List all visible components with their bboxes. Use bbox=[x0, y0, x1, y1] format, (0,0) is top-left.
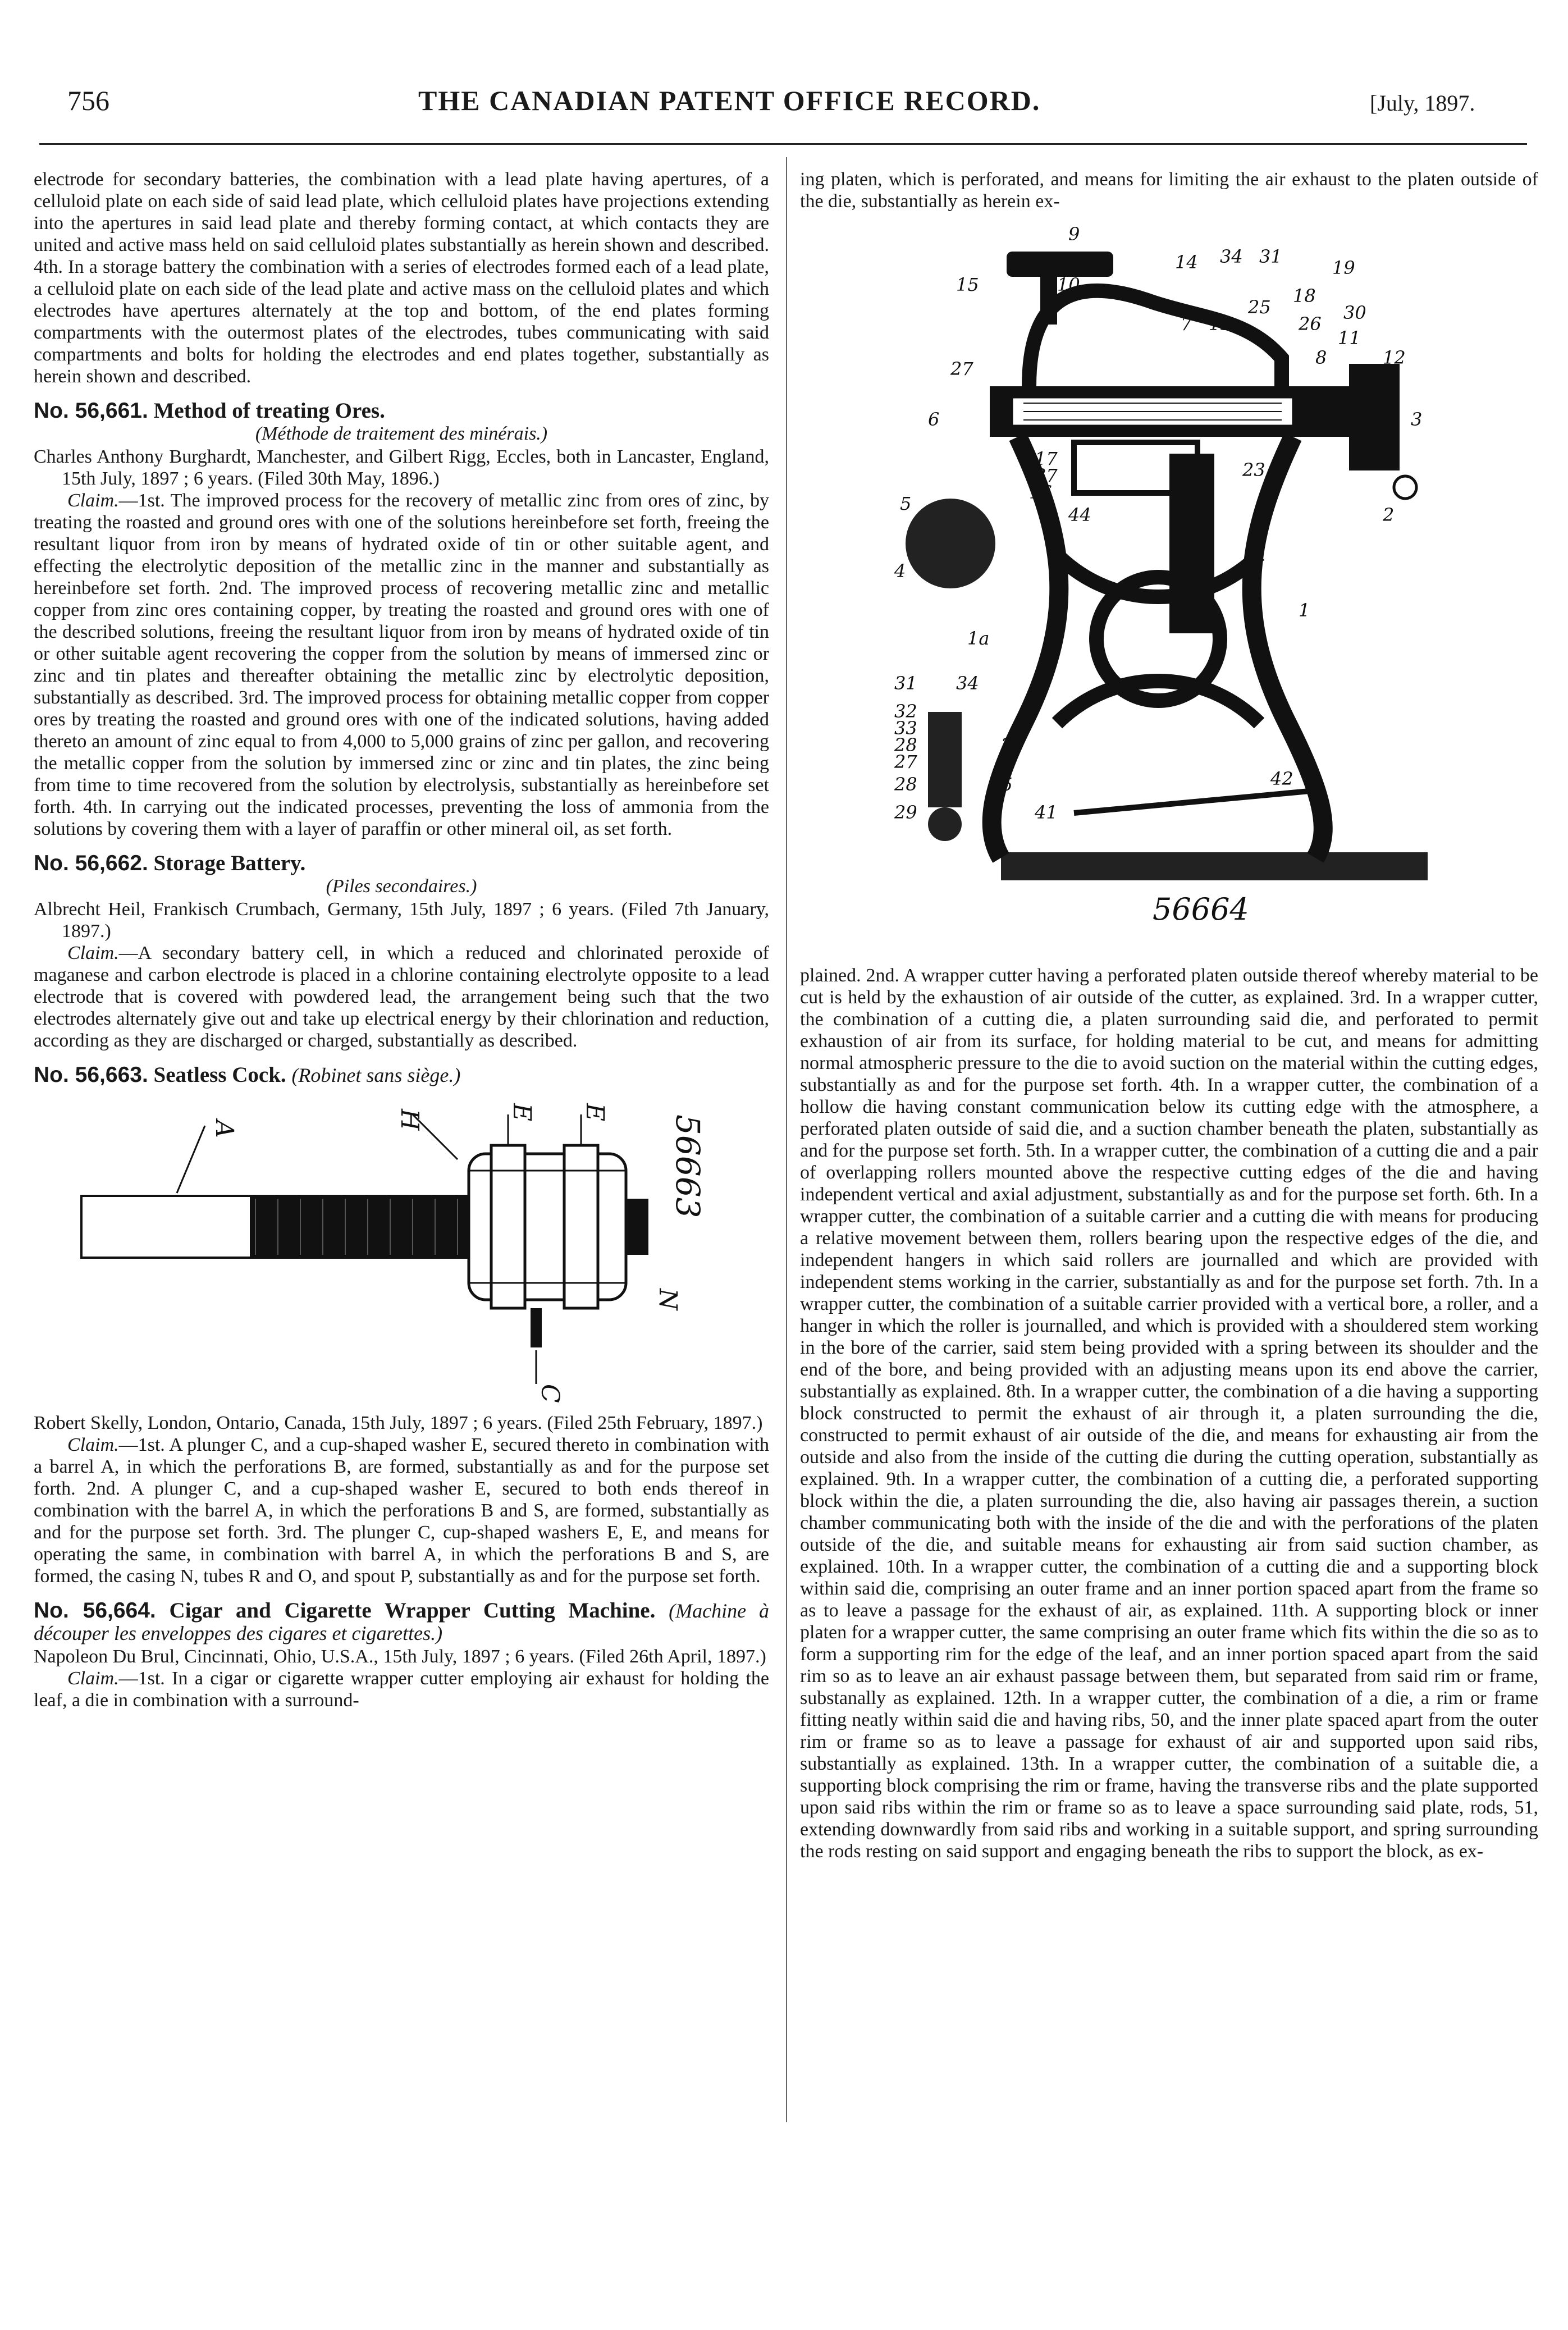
svg-text:9: 9 bbox=[1068, 223, 1080, 245]
claim-text bbox=[34, 1667, 769, 1711]
figure-label-n: N bbox=[653, 1289, 682, 1310]
svg-text:5: 5 bbox=[899, 493, 911, 514]
spout-cap bbox=[626, 1199, 648, 1255]
barrel-threaded-part bbox=[250, 1196, 474, 1258]
svg-text:42: 42 bbox=[1270, 768, 1293, 789]
svg-text:37: 37 bbox=[1034, 465, 1058, 486]
svg-text:19: 19 bbox=[1332, 257, 1355, 278]
applicant-info: Albrecht Heil, Frankisch Crumbach, Germany, 15th July, 1897 ; 6 years. (Filed 7th January, 1897.) bbox=[34, 899, 769, 942]
svg-text:4: 4 bbox=[894, 560, 906, 582]
french-title: (Robinet sans siège.) bbox=[291, 1064, 461, 1086]
applicant-info: Charles Anthony Burghardt, Manchester, and Gilbert Rigg, Eccles, both in Lancaster, England, 15th July, 1897 ; 6 years. (Filed 30th May, 1896.) bbox=[34, 446, 769, 489]
svg-text:31: 31 bbox=[1259, 246, 1282, 267]
svg-text:2: 2 bbox=[1382, 504, 1394, 526]
svg-text:26: 26 bbox=[1298, 313, 1322, 335]
svg-text:29: 29 bbox=[894, 802, 917, 823]
figure-number: 56663 bbox=[669, 1114, 707, 1218]
figure-label-e: E bbox=[580, 1103, 609, 1122]
fan-box bbox=[1349, 364, 1400, 470]
svg-text:27: 27 bbox=[894, 751, 917, 773]
svg-text:32: 32 bbox=[894, 701, 917, 722]
stem bbox=[531, 1308, 542, 1347]
applicant-info: Napoleon Du Brul, Cincinnati, Ohio, U.S.A., 15th July, 1897 ; 6 years. (Filed 26th April, 1897.) bbox=[34, 1646, 766, 1667]
side-fitting bbox=[928, 712, 962, 807]
figure-label-c: C bbox=[536, 1384, 564, 1403]
svg-text:28: 28 bbox=[894, 774, 917, 795]
patent-title: Cigar and Cigarette Wrapper Cutting Machine. bbox=[169, 1598, 656, 1623]
continued-claim-text: ing platen, which is perforated, and means for limiting the air exhaust to the platen outside of the die, substantially as herein ex- bbox=[800, 169, 1538, 212]
svg-text:25: 25 bbox=[989, 774, 1013, 795]
claim-body: —1st. In a cigar or cigarette wrapper cutter employing air exhaust for holding the leaf, a die in combination with a surround- bbox=[34, 1668, 769, 1711]
claim-label: Claim. bbox=[67, 1668, 119, 1689]
french-title: (Méthode de traitement des minérais.) bbox=[255, 423, 548, 444]
svg-text:25: 25 bbox=[1247, 296, 1271, 318]
roller-carrier-arch bbox=[1029, 291, 1282, 386]
patent-title: Method of treating Ores. bbox=[153, 399, 385, 423]
issue-date: [July, 1897. bbox=[1370, 90, 1475, 116]
drive-wheel bbox=[906, 499, 995, 588]
patent-56661-heading bbox=[34, 400, 769, 422]
patent-56664-heading bbox=[34, 1600, 769, 1644]
svg-text:3: 3 bbox=[1410, 409, 1422, 430]
svg-text:10: 10 bbox=[1057, 274, 1080, 295]
svg-text:28: 28 bbox=[894, 734, 917, 756]
patent-number: No. 56,664. bbox=[34, 1598, 156, 1623]
svg-text:13: 13 bbox=[1208, 313, 1232, 335]
left-column bbox=[34, 168, 769, 1711]
header-rule bbox=[39, 143, 1527, 145]
claim-text bbox=[34, 490, 769, 840]
svg-text:44: 44 bbox=[1068, 504, 1091, 526]
svg-text:34: 34 bbox=[1219, 246, 1243, 267]
figure-label-a: A bbox=[210, 1120, 239, 1138]
seatless-cock-drawing bbox=[65, 1092, 738, 1406]
svg-text:34: 34 bbox=[956, 673, 979, 694]
claim-text bbox=[34, 942, 769, 1052]
svg-text:14: 14 bbox=[1174, 252, 1198, 273]
svg-text:41: 41 bbox=[1034, 802, 1058, 823]
patent-56662-heading bbox=[34, 852, 769, 874]
svg-text:11: 11 bbox=[1337, 327, 1361, 349]
svg-text:33: 33 bbox=[894, 718, 917, 739]
claim-label: Claim. bbox=[67, 943, 119, 963]
patent-number: No. 56,663. bbox=[34, 1063, 148, 1087]
svg-text:23: 23 bbox=[1242, 459, 1265, 481]
continued-claim-text: plained. 2nd. A wrapper cutter having a perforated platen outside thereof whereby material to be cut is held by the exhaustion of air outside of the cutter, as explained. 3rd. In a wrapper cutter, the combination of a cutting die, a platen surrounding said die, and perforated to permit exhaustion of air from its surface, for holding material to be cut, and means for admitting normal atmospheric pressure to the die to avoid suction on the material within the cutting edges, substantially as and for the purpose set forth. 4th. In a wrapper cutter, the combination of a hollow die having constant communication below its cutting edge with the atmosphere, a perforated platen outside of said die, and a suction chamber beneath the platen, substantially as and for the purpose set forth. 5th. In a wrapper cutter, the combination of a cutting die and a pair of overlapping rollers mounted above the respective cutting edges of the die and having independent vertical and axial adjustment, substantially as and for the purpose set forth. 6th. In a wrapper cutter, the combination of a suitable carrier and a cutting die with means for producing a relative movement between them, rollers bearing upon the respective edges of the die, and independent hangers in which said rollers are journalled and which are provided with independent stems working in the carrier, substantially as and for the purpose set forth. 7th. In a wrapper cutter, the combination of a suitable carrier provided with a vertical bore, a roller, and a hanger in which the roller is journalled, and which is provided with a shouldered stem working in the bore of the carrier, said stem being provided with a spring between its shoulder and the end of the bore, and being provided with an adjusting means upon its end above the carrier, substantially as explained. 8th. In a wrapper cutter, the combination of a die having a supporting block constructed to permit the exhaust of air through it, a platen surrounding the die, constructed to permit exhaust of air outside of the die, and means for exhausting air from the outside and also from the inside of the cutting die during the cutting operation, substantially as explained. 9th. In a wrapper cutter, the combination of a cutting die, a perforated supporting block within the die, a platen surrounding the die, also having air passages therein, a suction chamber communicating both with the inside of the die and with the perforations of the platen outside of the die, and suitable means for exhausting air from said suction chamber, as explained. 10th. In a wrapper cutter, the combination of a cutting die and a supporting block within said die, comprising an outer frame and an inner portion spaced apart from the frame so as to leave a passage for the exhaust of air, as explained. 11th. A supporting block or inner platen for a wrapper cutter, the same comprising an outer frame which fits within the die so as to form a supporting rim for the edge of the leaf, and an inner portion spaced apart from the said rim so as to leave an air exhaust passage between them, but separated from said rim or frame, substanally as explained. 12th. In a wrapper cutter, the combination of a die, a rim or frame fitting neatly within said die and having ribs, 50, and the inner plate spaced apart from the outer rim or frame so as to leave a passage for exhaust of air and supported upon said ribs, substantially as explained. 13th. In a wrapper cutter, the combination of a suitable die, a supporting block comprising the rim or frame, having the transverse ribs and the plate supported upon said ribs within the rim or frame so as to leave a space surrounding said plate, rods, 51, extending downwardly from said ribs and working in a suitable support, and spring surrounding the rods resting on said support and engaging beneath the ribs to support the block, as ex- bbox=[800, 965, 1538, 1862]
treadle-rod bbox=[1074, 791, 1315, 813]
applicant-info: Robert Skelly, London, Ontario, Canada, 15th July, 1897 ; 6 years. (Filed 25th February, 1897.) bbox=[34, 1413, 763, 1433]
svg-text:16: 16 bbox=[1028, 482, 1052, 503]
right-column bbox=[800, 168, 1538, 1862]
svg-text:1a: 1a bbox=[967, 628, 989, 649]
running-title: THE CANADIAN PATENT OFFICE RECORD. bbox=[418, 85, 1041, 116]
svg-text:30: 30 bbox=[1343, 302, 1366, 323]
svg-text:18: 18 bbox=[1292, 285, 1316, 307]
french-title: (Piles secondaires.) bbox=[326, 876, 477, 897]
svg-text:8: 8 bbox=[1315, 347, 1327, 368]
continued-claim-text: electrode for secondary batteries, the combination with a lead plate having apertures, of a celluloid plate on each side of said lead plate, which celluloid plates have projections extending into the apertures in said lead plate and thereby forming contact, at which contacts they are united and active mass held on said celluloid plates substantially as herein shown and described. 4th. In a storage battery the combination with a series of electrodes formed each of a lead plate, a celluloid plate on each side of the lead plate and active mass on the celluloid plates and which electrodes have apertures alternately at the top and bottom, of the end plates forming compartments with the outermost plates of the electrodes, tubes communicating with said compartments and bolts for holding the electrodes and end plates together, substantially as herein shown and described. bbox=[34, 169, 769, 387]
wrapper-cutting-machine-drawing bbox=[889, 218, 1450, 959]
handle bbox=[1007, 252, 1113, 277]
claim-text bbox=[34, 1434, 769, 1587]
svg-text:6: 6 bbox=[927, 409, 939, 430]
page-number: 756 bbox=[67, 85, 109, 116]
column-divider bbox=[786, 157, 787, 2122]
svg-text:27: 27 bbox=[950, 358, 973, 380]
patent-number: No. 56,662. bbox=[34, 851, 148, 875]
svg-text:15: 15 bbox=[956, 274, 979, 295]
claim-label: Claim. bbox=[67, 490, 119, 511]
claim-body: —1st. The improved process for the recovery of metallic zinc from ores of zinc, by treating the roasted and ground ores with one of the solutions hereinbefore set forth, freeing the resultant liquor from iron by means of hydrated oxide of tin or other suitable agent, and effecting the electrolytic deposition of the metallic zinc in the manner and substantially as hereinbefore set forth. 2nd. The improved process of recovering metallic zinc and metallic copper from zinc ores containing copper, by treating the roasted and ground ores with one of the described solutions, freeing the resultant liquor from iron by means of hydrated oxide of tin or other suitable agent recovering the copper from the solution by means of immersed zinc or zinc and tin plates and thereafter obtaining the metallic zinc by electrolytic deposition, substantially as described. 3rd. The improved process for obtaining metallic copper from copper ores by treating the roasted and ground ores with one of the indicated solutions, having added thereto an amount of zinc equal to from 4,000 to 5,000 grains of zinc per gallon, and recovering the metallic copper from the solution by immersed zinc or zinc and tin plates, the zinc being from time to time recovered from the solution by electrolysis, substantially as hereinbefore set forth. 4th. In carrying out the indicated processes, preventing the loss of ammonia from the solutions by covering them with a layer of paraffin or other mineral oil, as set forth. bbox=[34, 490, 769, 839]
patent-title: Seatless Cock. bbox=[153, 1063, 286, 1087]
svg-text:26: 26 bbox=[1000, 734, 1024, 756]
svg-text:17: 17 bbox=[1034, 448, 1058, 469]
patent-title: Storage Battery. bbox=[153, 851, 306, 875]
claim-body: —A secondary battery cell, in which a reduced and chlorinated peroxide of maganese and carbon electrode is placed in a chlorine containing electrolyte opposite to a lead electrode that is covered with powdered lead, the arrangement being such that the two electrodes alternately give out and take up electrical energy by their chlorination and reduction, according as they are discharged or charged, substantially as described. bbox=[34, 943, 769, 1051]
svg-text:1: 1 bbox=[1298, 600, 1310, 621]
claim-body: —1st. A plunger C, and a cup-shaped washer E, secured thereto in combination with a barrel A, in which the perforations B, are formed, substantially as and for the purpose set forth. 2nd. A plunger C, and a cup-shaped washer E, secured to both ends thereof in combination with the barrel A, in which the perforations B and S, are formed, substantially as and for the purpose set forth. 3rd. The plunger C, cup-shaped washers E, E, and means for operating the same, in combination with barrel A, in which the perforations B and S, are formed, the casing N, tubes R and O, and spout P, substantially as and for the purpose set forth. bbox=[34, 1434, 769, 1587]
claim-label: Claim. bbox=[67, 1434, 119, 1455]
figure-label-h: H bbox=[395, 1109, 424, 1131]
svg-text:7: 7 bbox=[1180, 313, 1192, 335]
svg-text:31: 31 bbox=[894, 673, 917, 694]
figure-label-e: E bbox=[508, 1103, 536, 1122]
svg-text:12: 12 bbox=[1382, 347, 1406, 368]
svg-text:56664: 56664 bbox=[1152, 892, 1249, 927]
patent-56663-heading bbox=[34, 1064, 769, 1086]
patent-number: No. 56,661. bbox=[34, 399, 148, 423]
french-title: (Machine à découper les enveloppes des cigares et cigarettes.) bbox=[34, 1600, 770, 1644]
